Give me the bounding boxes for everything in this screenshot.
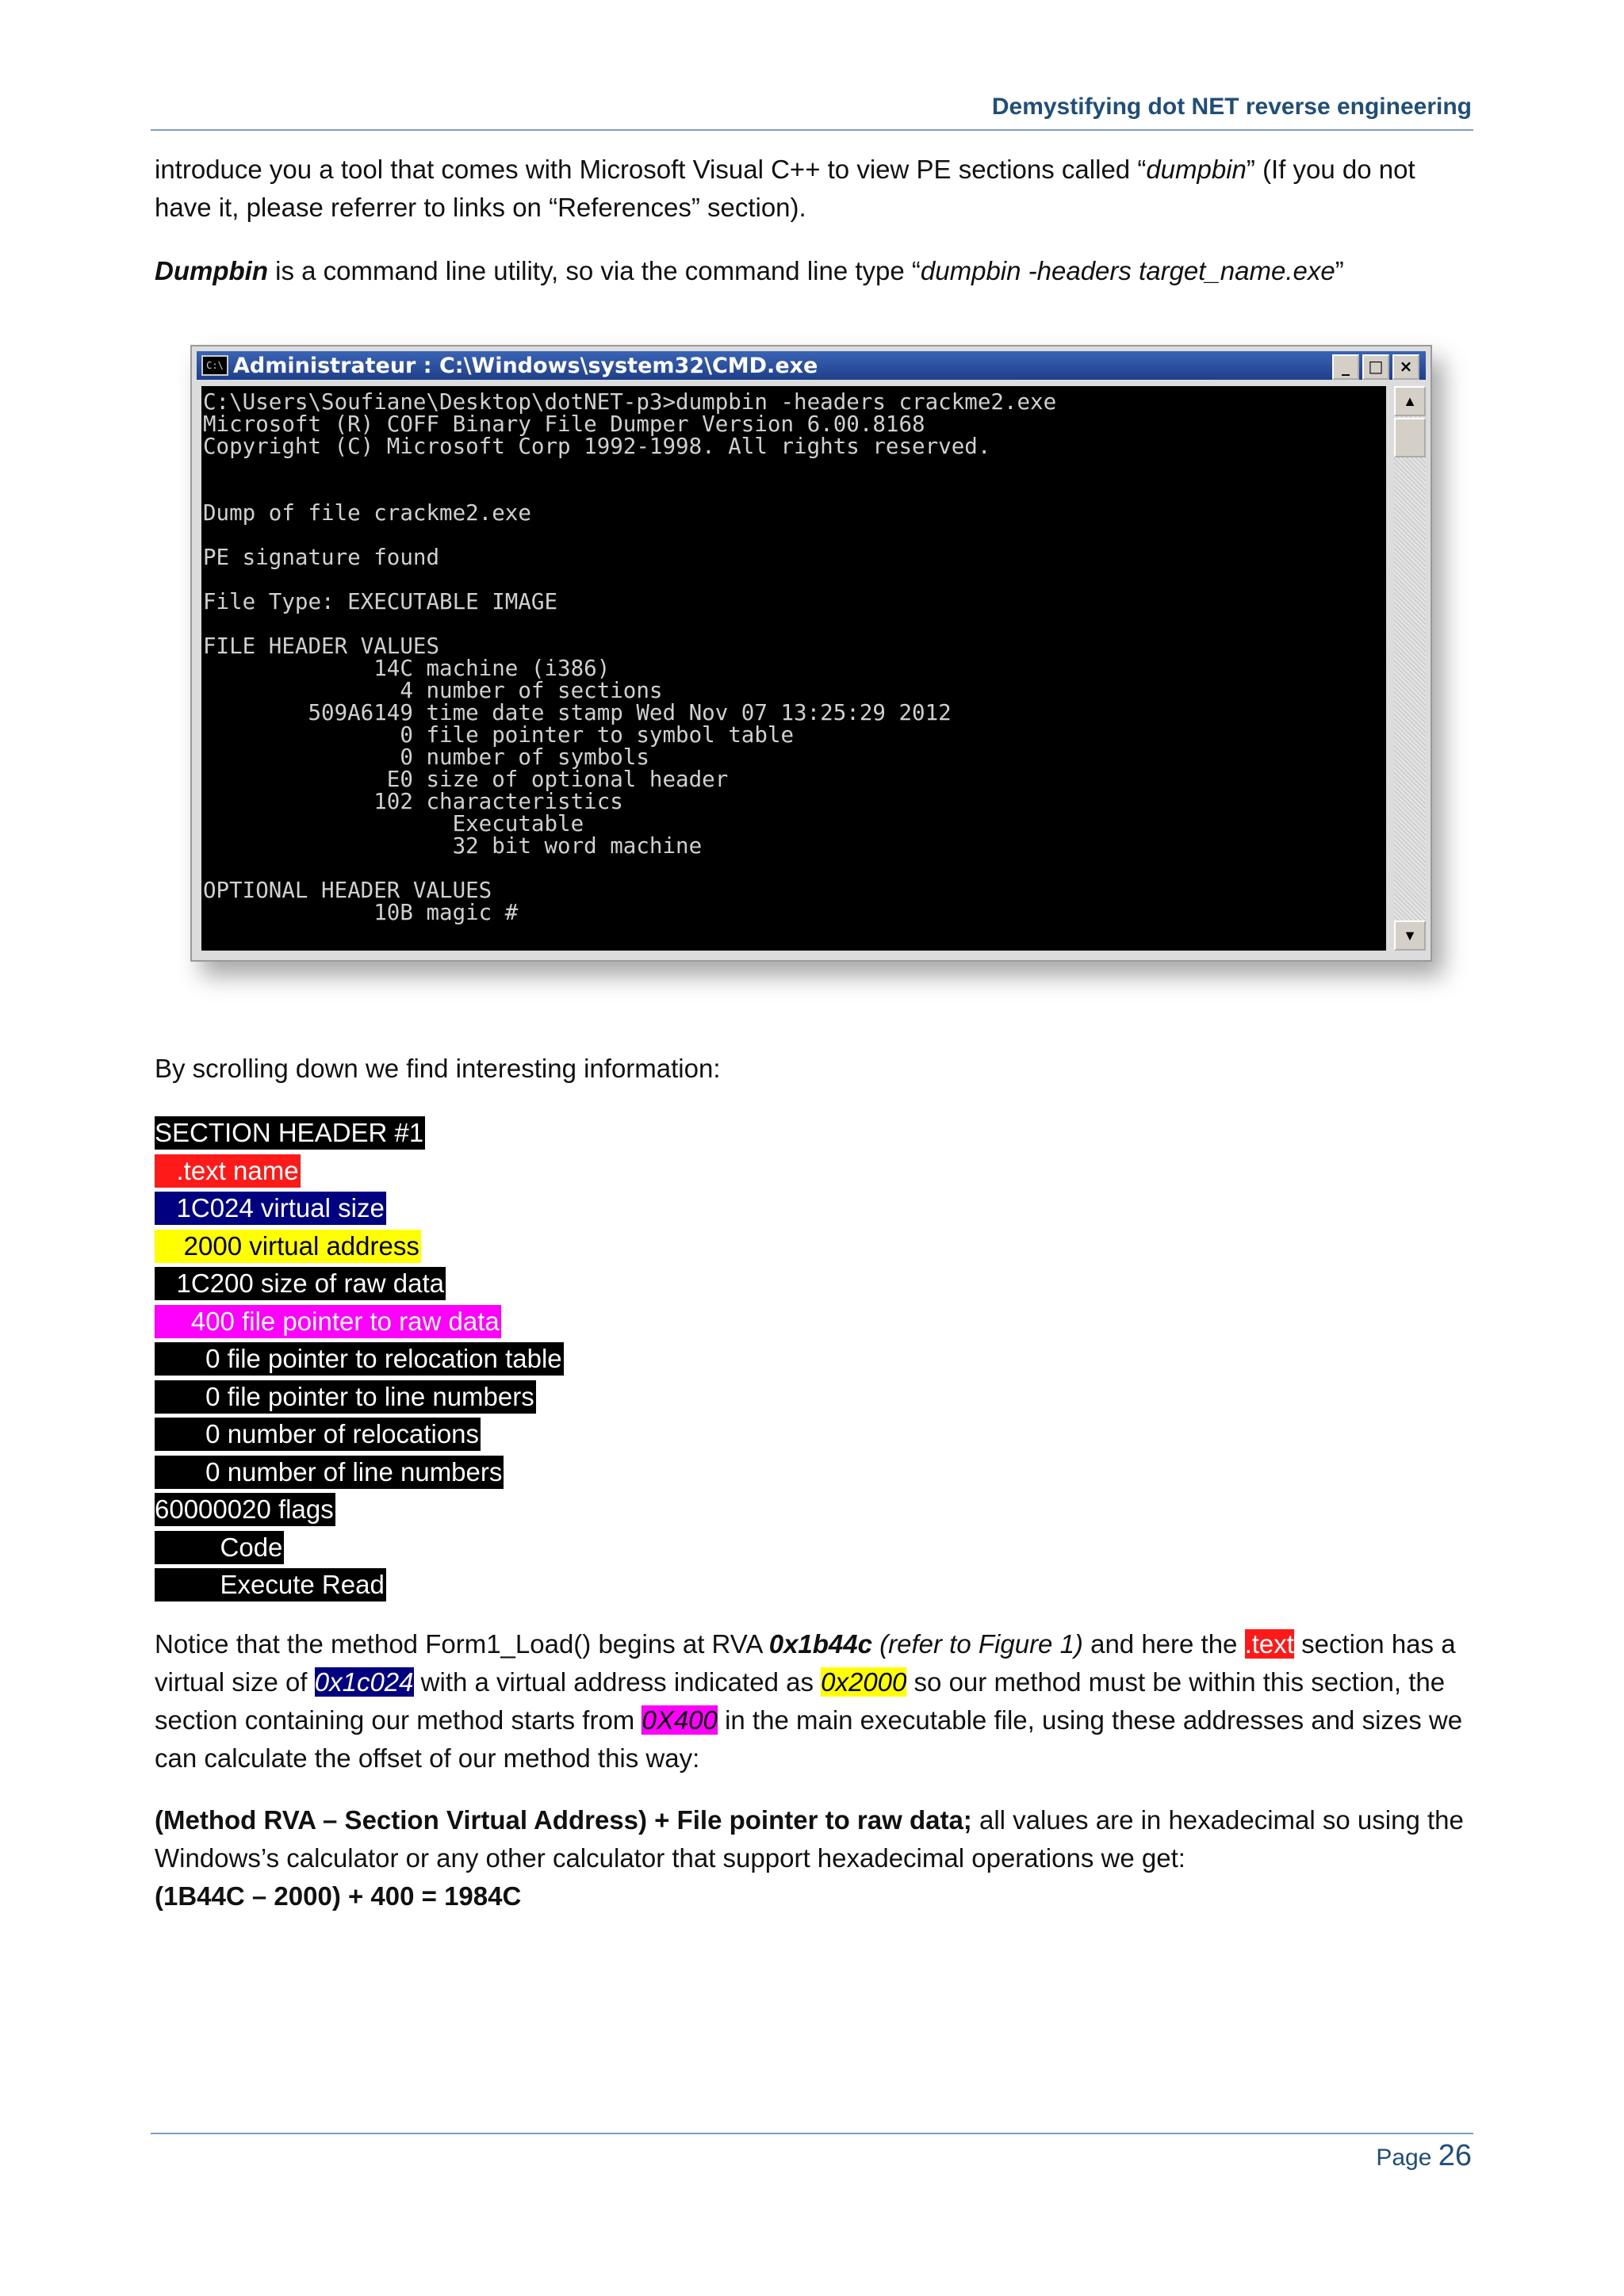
- console-text: C:\Users\Soufiane\Desktop\dotNET-p3>dumpbin -headers crackme2.exe Microsoft (R) COFF Binary File Dumper Version 6.00.8168 Copyright (C) Microsoft Corp 1992-1998. All rights reserved. Dump of file crackme2.exe PE signature found File Type: EXECUTABLE IMAGE FILE HEADER VALUES 14C machine (i386) 4 number of sections 509A6149 time date stamp Wed Nov 07 13:25:29 2012 0 file pointer to symbol table 0 number of symbols E0 size of optional header 102 characteristics Executable 32 bit word machine OPTIONAL HEADER VALUES 10B magic #: [203, 389, 1057, 925]
- page-number: 26: [1438, 2139, 1472, 2172]
- relocations-count-line: 0 number of relocations: [155, 1415, 481, 1453]
- command-text: dumpbin -headers target_name.exe: [920, 256, 1335, 285]
- command-intro: is a command line utility, so via the command line type “: [267, 256, 921, 285]
- cmd-window: [190, 345, 1432, 962]
- command-paragraph: [155, 252, 1471, 290]
- formula-paragraph: (Method RVA – Section Virtual Address) + File pointer to raw data; all values are in hexadecimal so using the Windows’s calculator or any other calculator that support hexadecimal operations we get: (1B44C – 2000) + 400 = 1984C: [155, 1805, 1464, 1911]
- line-numbers-count-line: 0 number of line numbers: [155, 1453, 504, 1491]
- rva-value: 0x1b44c: [768, 1629, 872, 1659]
- line-numbers-pointer-line: 0 file pointer to line numbers: [155, 1378, 536, 1416]
- code-flag-line: Code: [155, 1529, 284, 1567]
- page-header-title: Demystifying dot NET reverse engineering: [991, 94, 1472, 120]
- vertical-scrollbar[interactable]: [1394, 386, 1426, 951]
- window-titlebar[interactable]: [197, 351, 1426, 380]
- minimize-button[interactable]: _: [1332, 354, 1359, 380]
- section-header-listing: [155, 1114, 564, 1604]
- figure-reference: (refer to Figure 1): [872, 1629, 1083, 1659]
- window-title: Administrateur : C:\Windows\system32\CMD.exe: [233, 353, 818, 378]
- execute-read-line: Execute Read: [155, 1566, 386, 1604]
- console-output-area[interactable]: [201, 386, 1386, 951]
- window-controls: [1332, 354, 1419, 380]
- virtual-address-line: 2000 virtual address: [155, 1227, 421, 1265]
- flags-line: 60000020 flags: [155, 1490, 335, 1529]
- section-header-line: SECTION HEADER #1: [155, 1114, 425, 1152]
- close-button[interactable]: ×: [1392, 354, 1419, 380]
- maximize-button[interactable]: □: [1362, 354, 1389, 380]
- calculation-result: (1B44C – 2000) + 400 = 1984C: [155, 1881, 522, 1911]
- intro-text-a: introduce you a tool that comes with Microsoft Visual C++ to view PE sections called “: [155, 155, 1147, 184]
- tool-name: dumpbin: [1146, 155, 1247, 184]
- dumpbin-label: Dumpbin: [155, 256, 268, 285]
- explanation-paragraph: Notice that the method Form1_Load() begins at RVA 0x1b44c (refer to Figure 1) and here the .text section has a virtual size of 0x1c024 with a virtual address indicated as 0x2000 so our method must be within this section, the section containing our method starts from 0X400 in the main executable file, using these addresses and sizes we can calculate the offset of our method this way:: [155, 1629, 1463, 1773]
- scrollbar-thumb[interactable]: [1394, 418, 1426, 457]
- virtual-size-line: 1C024 virtual size: [155, 1189, 386, 1227]
- page-footer: [1376, 2139, 1472, 2173]
- console-icon: C:\: [201, 355, 228, 376]
- raw-pointer-line: 400 file pointer to raw data: [155, 1303, 501, 1341]
- formula-text: (Method RVA – Section Virtual Address) + File pointer to raw data;: [155, 1805, 972, 1835]
- scroll-up-arrow-icon[interactable]: ▲: [1394, 386, 1426, 416]
- command-close-quote: ”: [1335, 256, 1344, 285]
- virtual-address-highlight: 0x2000: [821, 1667, 907, 1697]
- scroll-down-arrow-icon[interactable]: ▼: [1394, 920, 1426, 951]
- header-divider: [151, 129, 1473, 131]
- intro-paragraph: [155, 151, 1471, 227]
- text-section-highlight: .text: [1244, 1629, 1294, 1659]
- scroll-paragraph: By scrolling down we find interesting information:: [155, 1054, 721, 1083]
- page-label: Page: [1376, 2145, 1438, 2171]
- text-name-line: .text name: [155, 1152, 301, 1190]
- virtual-size-highlight: 0x1c024: [314, 1667, 414, 1697]
- raw-size-line: 1C200 size of raw data: [155, 1265, 446, 1303]
- relocation-table-line: 0 file pointer to relocation table: [155, 1340, 564, 1378]
- raw-pointer-highlight: 0X400: [642, 1705, 718, 1735]
- footer-divider: [151, 2133, 1473, 2134]
- intro-text-b: ” (If you do not have it, please referrer to links on “References” section).: [155, 155, 1415, 222]
